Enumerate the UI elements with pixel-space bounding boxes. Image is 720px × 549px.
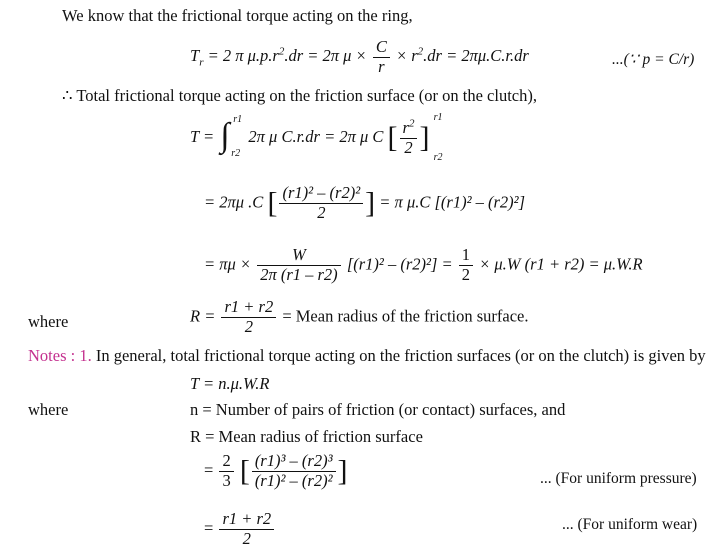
where1-desc: = Mean radius of the friction surface. (282, 306, 529, 326)
where1-fraction: $\frac{r1 + r2}{2}$ (221, 298, 276, 337)
notes-text: In general, total frictional torque acting on the friction surfaces (or on the clutch) is given by (95, 346, 706, 365)
therefore-line: ∴ Total frictional torque acting on the friction surface (or on the clutch), (62, 86, 537, 105)
n-definition: n = Number of pairs of friction (or contact) surfaces, and (190, 400, 566, 419)
where-label-2: where (28, 400, 69, 419)
equation-uniform-wear (204, 510, 276, 549)
equation-integral: T = ∫ r1 r2 2π μ C.r.dr = 2π μ C [ $\frac{r^2}{2}$ ] r1 r2 (190, 118, 452, 158)
eq4-middle: [(r1)² – (r2)²] = (346, 254, 453, 274)
r-definition: R = Mean radius of friction surface (190, 427, 423, 446)
eq1-lhs: $T_r$ (190, 46, 204, 69)
equation-step-3: = 2πμ .C [ $\frac{\text{(r1)² – (r2)²}}{2}$ ] = π μ.C [(r1)² – (r2)²] (204, 183, 526, 222)
where-label-1: where (28, 312, 69, 331)
eq3-right: = π μ.C [(r1)² – (r2)²] (379, 192, 526, 212)
equation-general-torque: T = n.μ.W.R (190, 374, 270, 393)
eq4-right: × μ.W (r1 + r2) = μ.W.R (479, 254, 643, 274)
eq2-eval-limits: r1 r2 (433, 112, 443, 163)
eq7-fraction: $\frac{r1 + r2}{2}$ (219, 510, 274, 549)
eq3-left: = 2πμ .C (204, 192, 264, 212)
eq4-fraction: $\frac{W}{2\pi (r1 - r2)}$ (257, 246, 340, 285)
eq4-half: $\frac{1}{2}$ (459, 246, 473, 285)
uniform-pressure-label: ... (For uniform pressure) (540, 470, 697, 487)
eq1-fraction: $\frac{C}{r}$ (373, 38, 390, 77)
eq2-lhs: T = (190, 126, 215, 146)
eq4-left: = πμ × (204, 254, 252, 274)
eq2-bracket-fraction: $\frac{r^2}{2}$ (400, 119, 418, 158)
equation-uniform-pressure: = $\frac{2}{3}$ [ $\frac{\text{(r1)³ – (r2)³}}{\text{(r1)² – (r2)²}}$ ] (204, 451, 348, 490)
eq2-body: 2π μ C.r.dr = 2π μ C (248, 126, 384, 146)
equation-ring-torque (190, 38, 529, 77)
eq3-fraction: $\frac{\text{(r1)² – (r2)²}}{2}$ (279, 184, 363, 223)
eq6-coef: $\frac{2}{3}$ (219, 452, 233, 491)
eq1-part1: = 2 π $\mu.p.r^2.dr = 2\pi$ μ × (207, 45, 367, 66)
where1-lhs: R = (190, 306, 216, 326)
eq7-eq: = (204, 518, 214, 538)
eq6-fraction: $\frac{\text{(r1)³ – (r2)³}}{\text{(r1)² – (r2)²}}$ (252, 452, 336, 491)
equation-step-4 (204, 246, 643, 285)
eq1-note: ...(∵ p = C/r) (612, 51, 695, 68)
notes-line (28, 346, 706, 366)
eq6-eq: = (204, 460, 214, 480)
mean-radius-definition (190, 298, 529, 337)
notes-label: Notes : 1. (28, 346, 92, 365)
uniform-wear-label: ... (For uniform wear) (562, 516, 698, 533)
eq1-part2: × $r^2.dr = 2\pi\mu.C.r.dr$ (395, 45, 529, 66)
integral-sign: ∫ r1 r2 (220, 114, 243, 159)
intro-text: We know that the frictional torque acting on the ring, (62, 6, 413, 25)
